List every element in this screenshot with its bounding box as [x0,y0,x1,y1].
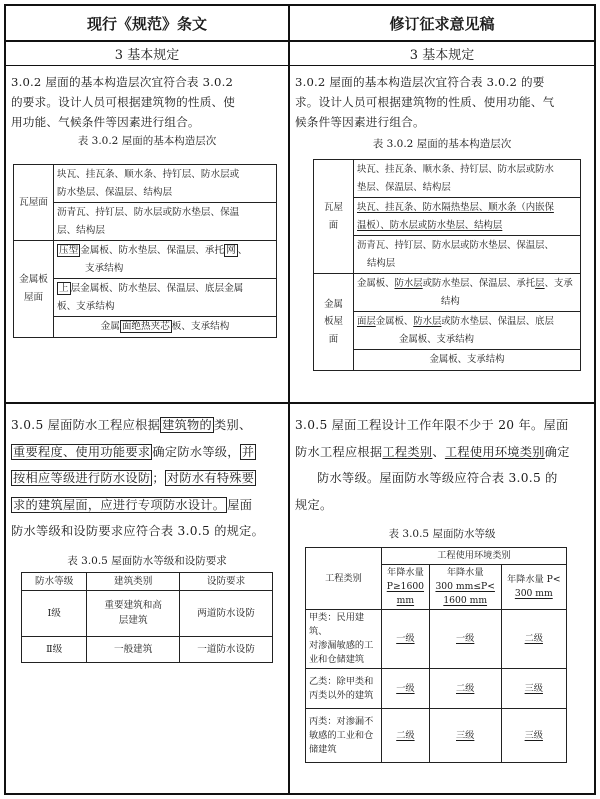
table-header: 防水等级 [22,572,87,590]
tile-roof-label: 瓦屋面 [14,165,54,241]
table-header: 年降水量 300 mm≤P< 1600 mm [429,565,501,610]
current-clause-302 [6,68,288,404]
revision-table-305-caption: 表 3.0.5 屋面防水等级 [388,528,496,540]
table-row [14,317,277,338]
current-302-text: 3.0.2 屋面的基本构造层次宜符合表 3.0.2 的要求。设计人员可根据建筑物的性质、使 用功能、气候条件等因素进行组合。 [11,75,236,129]
metal-roof-label: 金属 板屋 面 [314,274,354,371]
table-row [22,572,273,590]
table-header: 设防要求 [180,572,273,590]
table-row [314,312,581,350]
table-cell: 面层金属板、防水层或防水垫层、保温层、底层 金属板、支承结构 [354,312,581,350]
revision-clause-305 [290,406,594,793]
metal-roof-label: 金属板 屋面 [14,241,54,338]
current-table-302 [13,164,277,338]
table-row [14,279,277,317]
table-cell: 金属板、支承结构 [354,350,581,371]
revision-305-text: 3.0.5 屋面工程设计工作年限不少于 20 年。屋面 防水工程应根据工程类别、工程使用环境类别确定 防水等级。屋面防水等级应符合表 3.0.5 的 规定。 [295,418,570,512]
table-cell: 沥青瓦、持钉层、防水层或防水垫层、保温 层、结构层 [54,203,277,241]
current-table-305-caption: 表 3.0.5 屋面防水等级和设防要求 [67,554,227,567]
table-row [314,274,581,312]
current-section-title: 3 基本规定 [6,42,288,66]
table-row [14,165,277,203]
table-row: 甲类：民用建筑、 对渗漏敏感的工 业和仓储建筑 一级 一级 二级 [306,610,567,669]
env-header: 工程使用环境类别 [382,548,567,565]
class-header: 工程类别 [306,548,382,610]
comparison-page [4,4,596,795]
current-table-305 [21,572,273,663]
table-cell: 块瓦、挂瓦条、防水隔热垫层、顺水条（内嵌保 温板）、防水层或防水垫层、结构层 [354,198,581,236]
table-row: 乙类：除甲类和 丙类以外的建筑 一级 二级 三级 [306,669,567,709]
table-row: Ⅰ级 重要建筑和高 层建筑 两道防水设防 [22,590,273,636]
table-cell: 上 层金属板、防水垫层、保温层、底层金属 板、支承结构 [54,279,277,317]
current-code-column [6,6,290,793]
table-cell: 块瓦、挂瓦条、顺水条、持钉层、防水层或 防水垫层、保温层、结构层 [54,165,277,203]
table-header: 建筑类别 [87,572,180,590]
table-cell: 块瓦、挂瓦条、顺水条、持钉层、防水层或防水 垫层、保温层、结构层 [354,160,581,198]
revision-302-text: 3.0.2 屋面的基本构造层次宜符合表 3.0.2 的要 求。设计人员可根据建筑物的性质、使用功能、气 候条件等因素进行组合。 [295,75,555,129]
revision-draft-column [290,6,594,793]
table-cell: 沥青瓦、持钉层、防水层或防水垫层、保温层、 结构层 [354,236,581,274]
table-row: Ⅱ级 一般建筑 一道防水设防 [22,636,273,662]
table-cell: 压型 金属板、防水垫层、保温层、承托 网 、 支承结构 [54,241,277,279]
current-code-header: 现行《规范》条文 [6,6,288,42]
table-row [306,548,567,565]
current-clause-305 [6,406,288,793]
revision-table-305 [305,547,567,763]
revision-draft-header: 修订征求意见稿 [290,6,594,42]
table-row [14,203,277,241]
current-table-302-caption: 表 3.0.2 屋面的基本构造层次 [77,135,217,147]
table-row [14,241,277,279]
revision-clause-302 [290,68,594,404]
tile-roof-label: 瓦屋 面 [314,160,354,274]
table-row [314,236,581,274]
table-cell: 金属板、防水层或防水垫层、保温层、承托层、支承 结构 [354,274,581,312]
revision-table-302-caption: 表 3.0.2 屋面的基本构造层次 [372,138,512,150]
current-305-text: 3.0.5 屋面防水工程应根据 建筑物的 类别、 重要程度、使用功能要求 确定防水等级， 并 按相应等级进行防水设防 ； 对防水有特殊要 求的建筑屋面，应进行专项防水设计。 屋面 防水等级和设防要求应符合表 3.0.5 的规定。 [11,418,265,538]
table-row [314,350,581,371]
revision-table-302 [313,159,581,371]
table-row [314,160,581,198]
table-header: 年降水量 P≥1600 mm [382,565,430,610]
table-row [314,198,581,236]
table-cell: 金属 面绝热夹芯 板、支承结构 [54,317,277,338]
table-header: 年降水量 P< 300 mm [501,565,566,610]
table-row: 丙类：对渗漏不 敏感的工业和仓 储建筑 二级 三级 三级 [306,709,567,763]
revision-section-title: 3 基本规定 [290,42,594,66]
